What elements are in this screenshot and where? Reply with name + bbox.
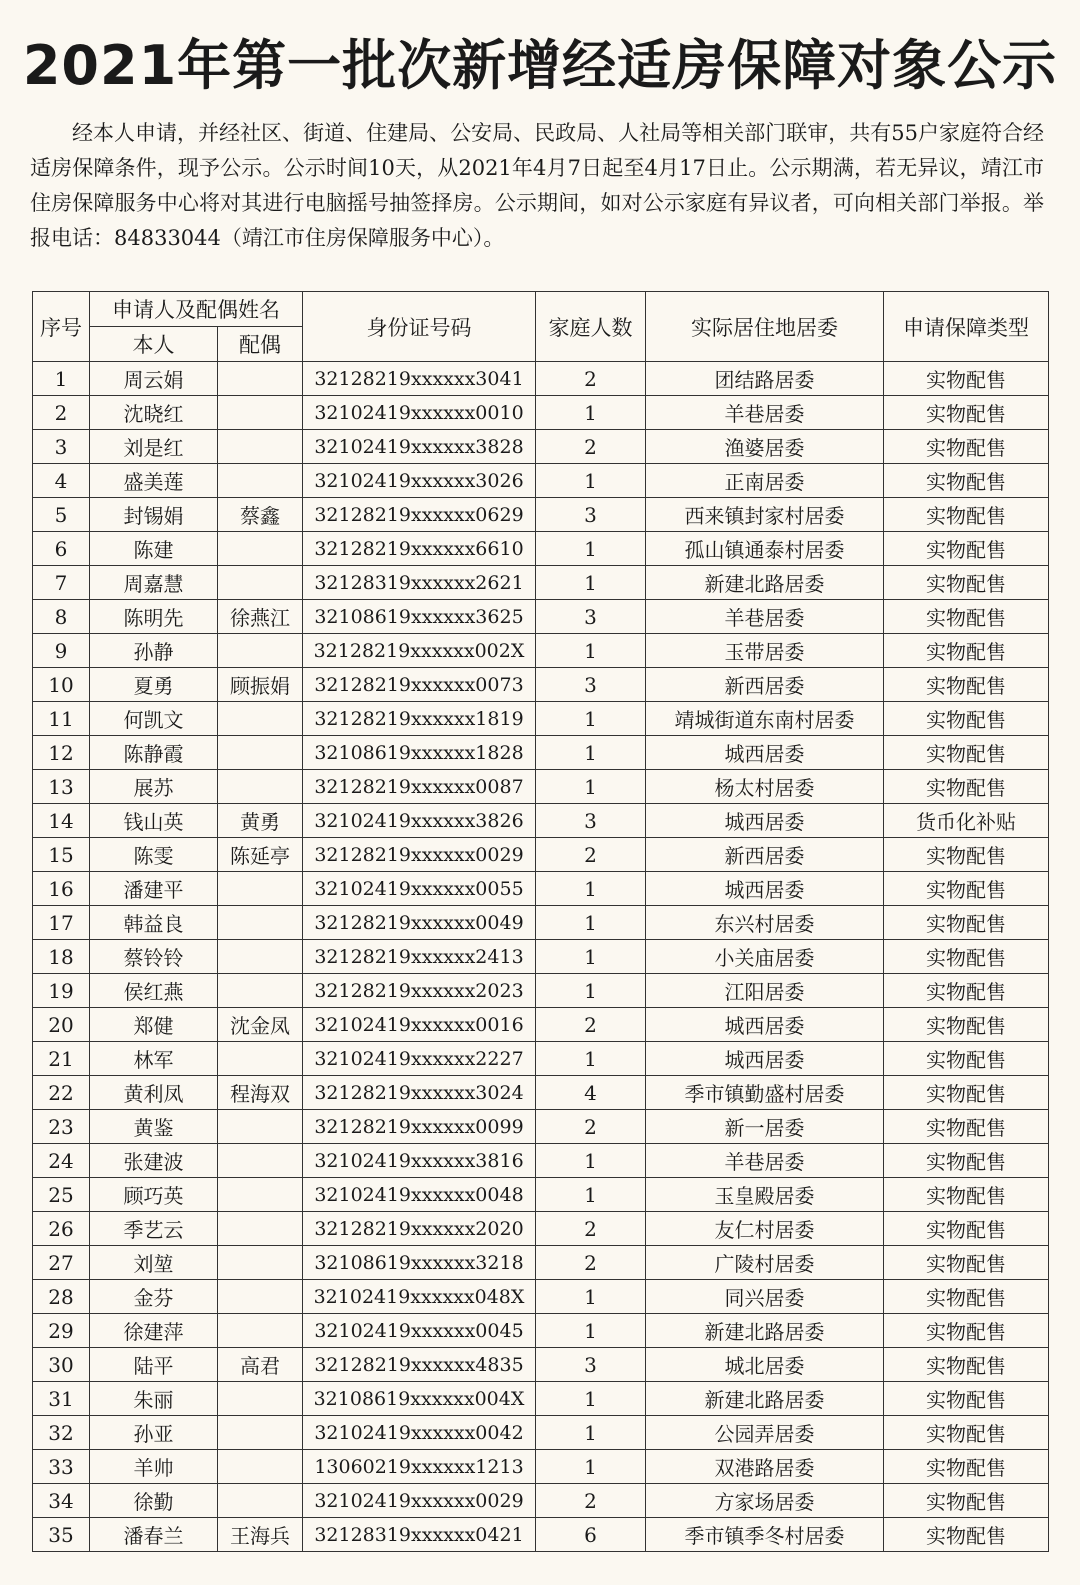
cell-guarantee-type: 实物配售	[884, 1076, 1049, 1110]
cell-family-size: 2	[536, 430, 646, 464]
cell-family-size: 1	[536, 1144, 646, 1178]
cell-family-size: 1	[536, 464, 646, 498]
cell-seq: 12	[33, 736, 90, 770]
cell-self: 蔡铃铃	[90, 940, 218, 974]
cell-spouse	[218, 1280, 303, 1314]
table-row	[33, 668, 1049, 702]
cell-spouse	[218, 906, 303, 940]
table-row	[33, 1212, 1049, 1246]
cell-guarantee-type: 实物配售	[884, 1144, 1049, 1178]
cell-family-size: 2	[536, 362, 646, 396]
table-row	[33, 1280, 1049, 1314]
cell-family-size: 1	[536, 770, 646, 804]
header-spouse: 配偶	[218, 327, 303, 362]
cell-family-size: 1	[536, 1178, 646, 1212]
cell-spouse	[218, 396, 303, 430]
cell-seq: 27	[33, 1246, 90, 1280]
cell-seq: 1	[33, 362, 90, 396]
cell-family-size: 1	[536, 1280, 646, 1314]
table-header	[33, 292, 1049, 362]
cell-family-size: 1	[536, 702, 646, 736]
cell-family-size: 2	[536, 1212, 646, 1246]
cell-spouse	[218, 1246, 303, 1280]
cell-self: 韩益良	[90, 906, 218, 940]
cell-id-number: 32128219xxxxxx3041	[303, 362, 536, 396]
cell-seq: 9	[33, 634, 90, 668]
cell-seq: 7	[33, 566, 90, 600]
cell-self: 何凯文	[90, 702, 218, 736]
cell-residence: 友仁村居委	[646, 1212, 884, 1246]
table-row	[33, 1076, 1049, 1110]
cell-self: 展苏	[90, 770, 218, 804]
cell-seq: 18	[33, 940, 90, 974]
cell-family-size: 1	[536, 872, 646, 906]
cell-id-number: 32128219xxxxxx2023	[303, 974, 536, 1008]
cell-spouse	[218, 1042, 303, 1076]
cell-residence: 渔婆居委	[646, 430, 884, 464]
cell-id-number: 32128219xxxxxx002X	[303, 634, 536, 668]
cell-spouse: 黄勇	[218, 804, 303, 838]
table-row	[33, 430, 1049, 464]
header-self: 本人	[90, 327, 218, 362]
cell-family-size: 1	[536, 1416, 646, 1450]
table-row	[33, 940, 1049, 974]
table-row	[33, 634, 1049, 668]
cell-seq: 28	[33, 1280, 90, 1314]
cell-guarantee-type: 实物配售	[884, 1280, 1049, 1314]
cell-guarantee-type: 实物配售	[884, 1110, 1049, 1144]
cell-id-number: 32128319xxxxxx2621	[303, 566, 536, 600]
cell-seq: 19	[33, 974, 90, 1008]
cell-spouse: 沈金凤	[218, 1008, 303, 1042]
cell-guarantee-type: 实物配售	[884, 464, 1049, 498]
cell-self: 封锡娟	[90, 498, 218, 532]
cell-family-size: 4	[536, 1076, 646, 1110]
table-row	[33, 702, 1049, 736]
cell-residence: 城西居委	[646, 736, 884, 770]
cell-spouse	[218, 1110, 303, 1144]
cell-guarantee-type: 实物配售	[884, 872, 1049, 906]
cell-family-size: 1	[536, 940, 646, 974]
cell-family-size: 2	[536, 1246, 646, 1280]
cell-self: 季艺云	[90, 1212, 218, 1246]
cell-id-number: 32102419xxxxxx0045	[303, 1314, 536, 1348]
cell-self: 张建波	[90, 1144, 218, 1178]
cell-seq: 8	[33, 600, 90, 634]
cell-residence: 季市镇勤盛村居委	[646, 1076, 884, 1110]
cell-guarantee-type: 实物配售	[884, 1246, 1049, 1280]
cell-seq: 16	[33, 872, 90, 906]
cell-spouse: 高君	[218, 1348, 303, 1382]
cell-self: 刘堃	[90, 1246, 218, 1280]
cell-residence: 新建北路居委	[646, 566, 884, 600]
cell-self: 周云娟	[90, 362, 218, 396]
cell-self: 潘建平	[90, 872, 218, 906]
cell-residence: 羊巷居委	[646, 396, 884, 430]
cell-residence: 小关庙居委	[646, 940, 884, 974]
cell-guarantee-type: 实物配售	[884, 498, 1049, 532]
table-row	[33, 1178, 1049, 1212]
cell-residence: 靖城街道东南村居委	[646, 702, 884, 736]
cell-id-number: 32102419xxxxxx0010	[303, 396, 536, 430]
cell-guarantee-type: 实物配售	[884, 1042, 1049, 1076]
cell-seq: 33	[33, 1450, 90, 1484]
table-row	[33, 974, 1049, 1008]
cell-spouse	[218, 1144, 303, 1178]
cell-id-number: 32108619xxxxxx004X	[303, 1382, 536, 1416]
cell-guarantee-type: 实物配售	[884, 634, 1049, 668]
cell-id-number: 32128219xxxxxx4835	[303, 1348, 536, 1382]
cell-seq: 34	[33, 1484, 90, 1518]
cell-id-number: 32102419xxxxxx3026	[303, 464, 536, 498]
cell-residence: 城北居委	[646, 1348, 884, 1382]
cell-family-size: 1	[536, 634, 646, 668]
cell-spouse	[218, 1314, 303, 1348]
cell-id-number: 32128219xxxxxx6610	[303, 532, 536, 566]
cell-residence: 城西居委	[646, 872, 884, 906]
cell-spouse: 蔡鑫	[218, 498, 303, 532]
cell-guarantee-type: 实物配售	[884, 1348, 1049, 1382]
cell-self: 沈晓红	[90, 396, 218, 430]
table-row	[33, 804, 1049, 838]
cell-seq: 23	[33, 1110, 90, 1144]
cell-spouse	[218, 702, 303, 736]
cell-spouse	[218, 1450, 303, 1484]
cell-guarantee-type: 实物配售	[884, 702, 1049, 736]
table-row	[33, 1008, 1049, 1042]
cell-self: 周嘉慧	[90, 566, 218, 600]
cell-residence: 西来镇封家村居委	[646, 498, 884, 532]
cell-guarantee-type: 实物配售	[884, 1178, 1049, 1212]
cell-residence: 新建北路居委	[646, 1382, 884, 1416]
cell-residence: 东兴村居委	[646, 906, 884, 940]
cell-residence: 正南居委	[646, 464, 884, 498]
cell-id-number: 32128219xxxxxx1819	[303, 702, 536, 736]
cell-guarantee-type: 实物配售	[884, 1450, 1049, 1484]
table-row	[33, 1348, 1049, 1382]
table-row	[33, 1110, 1049, 1144]
cell-spouse: 陈延亭	[218, 838, 303, 872]
cell-family-size: 1	[536, 1450, 646, 1484]
cell-guarantee-type: 实物配售	[884, 770, 1049, 804]
cell-id-number: 32128219xxxxxx0049	[303, 906, 536, 940]
cell-residence: 城西居委	[646, 1042, 884, 1076]
cell-seq: 30	[33, 1348, 90, 1382]
cell-spouse: 王海兵	[218, 1518, 303, 1552]
cell-seq: 22	[33, 1076, 90, 1110]
intro-paragraph: 经本人申请，并经社区、街道、住建局、公安局、民政局、人社局等相关部门联审，共有55户家庭符合经适房保障条件，现予公示。公示时间10天，从2021年4月7日起至4月17日止。公示期满，若无异议，靖江市住房保障服务中心将对其进行电脑摇号抽签择房。公示期间，如对公示家庭有异议者，可向相关部门举报。举报电话：84833044（靖江市住房保障服务中心）。	[30, 121, 1044, 250]
cell-seq: 5	[33, 498, 90, 532]
cell-id-number: 32102419xxxxxx048X	[303, 1280, 536, 1314]
table-row	[33, 362, 1049, 396]
cell-spouse	[218, 634, 303, 668]
cell-spouse	[218, 464, 303, 498]
table-row	[33, 566, 1049, 600]
cell-self: 侯红燕	[90, 974, 218, 1008]
cell-id-number: 32108619xxxxxx3625	[303, 600, 536, 634]
cell-spouse	[218, 532, 303, 566]
cell-residence: 城西居委	[646, 1008, 884, 1042]
table-row	[33, 532, 1049, 566]
cell-spouse	[218, 566, 303, 600]
cell-id-number: 32108619xxxxxx3218	[303, 1246, 536, 1280]
cell-seq: 3	[33, 430, 90, 464]
cell-self: 孙静	[90, 634, 218, 668]
cell-seq: 2	[33, 396, 90, 430]
cell-id-number: 13060219xxxxxx1213	[303, 1450, 536, 1484]
cell-family-size: 2	[536, 1110, 646, 1144]
cell-seq: 20	[33, 1008, 90, 1042]
table-row	[33, 464, 1049, 498]
cell-seq: 25	[33, 1178, 90, 1212]
cell-seq: 4	[33, 464, 90, 498]
cell-family-size: 1	[536, 1314, 646, 1348]
cell-id-number: 32102419xxxxxx3816	[303, 1144, 536, 1178]
cell-spouse	[218, 1212, 303, 1246]
cell-self: 林军	[90, 1042, 218, 1076]
cell-family-size: 1	[536, 1382, 646, 1416]
cell-id-number: 32128219xxxxxx2020	[303, 1212, 536, 1246]
cell-self: 黄鉴	[90, 1110, 218, 1144]
cell-spouse: 徐燕江	[218, 600, 303, 634]
cell-self: 金芬	[90, 1280, 218, 1314]
table-row	[33, 1042, 1049, 1076]
table-row	[33, 1246, 1049, 1280]
cell-spouse	[218, 770, 303, 804]
cell-id-number: 32102419xxxxxx0048	[303, 1178, 536, 1212]
cell-guarantee-type: 货币化补贴	[884, 804, 1049, 838]
cell-guarantee-type: 实物配售	[884, 532, 1049, 566]
table-row	[33, 1382, 1049, 1416]
cell-seq: 11	[33, 702, 90, 736]
cell-family-size: 1	[536, 396, 646, 430]
cell-family-size: 3	[536, 498, 646, 532]
cell-id-number: 32108619xxxxxx1828	[303, 736, 536, 770]
cell-family-size: 3	[536, 668, 646, 702]
cell-residence: 双港路居委	[646, 1450, 884, 1484]
cell-family-size: 1	[536, 1042, 646, 1076]
table-row	[33, 1518, 1049, 1552]
cell-self: 徐勤	[90, 1484, 218, 1518]
cell-spouse: 顾振娟	[218, 668, 303, 702]
cell-guarantee-type: 实物配售	[884, 362, 1049, 396]
cell-family-size: 2	[536, 838, 646, 872]
cell-seq: 15	[33, 838, 90, 872]
cell-self: 朱丽	[90, 1382, 218, 1416]
cell-id-number: 32102419xxxxxx0016	[303, 1008, 536, 1042]
cell-id-number: 32128219xxxxxx3024	[303, 1076, 536, 1110]
cell-guarantee-type: 实物配售	[884, 668, 1049, 702]
cell-id-number: 32102419xxxxxx3826	[303, 804, 536, 838]
table-row	[33, 1450, 1049, 1484]
cell-family-size: 3	[536, 804, 646, 838]
cell-family-size: 6	[536, 1518, 646, 1552]
table-row	[33, 396, 1049, 430]
cell-residence: 广陵村居委	[646, 1246, 884, 1280]
cell-family-size: 1	[536, 906, 646, 940]
cell-seq: 10	[33, 668, 90, 702]
cell-id-number: 32102419xxxxxx3828	[303, 430, 536, 464]
cell-self: 钱山英	[90, 804, 218, 838]
cell-family-size: 2	[536, 1008, 646, 1042]
cell-guarantee-type: 实物配售	[884, 1518, 1049, 1552]
table-row	[33, 1144, 1049, 1178]
cell-id-number: 32102419xxxxxx0029	[303, 1484, 536, 1518]
cell-family-size: 1	[536, 974, 646, 1008]
cell-guarantee-type: 实物配售	[884, 1484, 1049, 1518]
cell-spouse	[218, 974, 303, 1008]
cell-id-number: 32128219xxxxxx0099	[303, 1110, 536, 1144]
cell-self: 刘是红	[90, 430, 218, 464]
cell-self: 陈雯	[90, 838, 218, 872]
cell-guarantee-type: 实物配售	[884, 600, 1049, 634]
cell-family-size: 1	[536, 736, 646, 770]
header-seq: 序号	[33, 292, 90, 362]
cell-id-number: 32128219xxxxxx0629	[303, 498, 536, 532]
cell-seq: 14	[33, 804, 90, 838]
cell-seq: 24	[33, 1144, 90, 1178]
cell-residence: 孤山镇通泰村居委	[646, 532, 884, 566]
cell-residence: 新一居委	[646, 1110, 884, 1144]
header-residence: 实际居住地居委	[646, 292, 884, 362]
cell-residence: 羊巷居委	[646, 600, 884, 634]
cell-self: 夏勇	[90, 668, 218, 702]
cell-seq: 17	[33, 906, 90, 940]
cell-guarantee-type: 实物配售	[884, 396, 1049, 430]
cell-spouse	[218, 1484, 303, 1518]
cell-family-size: 2	[536, 1484, 646, 1518]
cell-id-number: 32128319xxxxxx0421	[303, 1518, 536, 1552]
cell-residence: 玉带居委	[646, 634, 884, 668]
cell-seq: 13	[33, 770, 90, 804]
table-row	[33, 1416, 1049, 1450]
cell-residence: 江阳居委	[646, 974, 884, 1008]
table-row	[33, 600, 1049, 634]
table-row	[33, 736, 1049, 770]
cell-residence: 玉皇殿居委	[646, 1178, 884, 1212]
cell-residence: 杨太村居委	[646, 770, 884, 804]
table-body	[33, 362, 1049, 1552]
cell-self: 潘春兰	[90, 1518, 218, 1552]
page-title: 2021年第一批次新增经适房保障对象公示	[22, 34, 1058, 97]
cell-self: 陈静霞	[90, 736, 218, 770]
cell-guarantee-type: 实物配售	[884, 430, 1049, 464]
cell-id-number: 32102419xxxxxx0055	[303, 872, 536, 906]
table-row	[33, 498, 1049, 532]
cell-seq: 32	[33, 1416, 90, 1450]
cell-residence: 新建北路居委	[646, 1314, 884, 1348]
cell-id-number: 32102419xxxxxx0042	[303, 1416, 536, 1450]
cell-spouse	[218, 872, 303, 906]
cell-residence: 新西居委	[646, 838, 884, 872]
cell-spouse	[218, 1178, 303, 1212]
cell-spouse	[218, 430, 303, 464]
cell-residence: 同兴居委	[646, 1280, 884, 1314]
cell-spouse: 程海双	[218, 1076, 303, 1110]
cell-residence: 公园弄居委	[646, 1416, 884, 1450]
cell-spouse	[218, 1416, 303, 1450]
cell-residence: 团结路居委	[646, 362, 884, 396]
cell-residence: 方家场居委	[646, 1484, 884, 1518]
cell-id-number: 32102419xxxxxx2227	[303, 1042, 536, 1076]
cell-residence: 城西居委	[646, 804, 884, 838]
cell-spouse	[218, 940, 303, 974]
cell-guarantee-type: 实物配售	[884, 940, 1049, 974]
cell-seq: 31	[33, 1382, 90, 1416]
cell-seq: 35	[33, 1518, 90, 1552]
cell-id-number: 32128219xxxxxx2413	[303, 940, 536, 974]
cell-guarantee-type: 实物配售	[884, 906, 1049, 940]
cell-guarantee-type: 实物配售	[884, 974, 1049, 1008]
table-row	[33, 770, 1049, 804]
header-type: 申请保障类型	[884, 292, 1049, 362]
cell-self: 陈明先	[90, 600, 218, 634]
cell-id-number: 32128219xxxxxx0073	[303, 668, 536, 702]
table-row	[33, 872, 1049, 906]
cell-self: 孙亚	[90, 1416, 218, 1450]
cell-guarantee-type: 实物配售	[884, 1382, 1049, 1416]
cell-guarantee-type: 实物配售	[884, 1416, 1049, 1450]
cell-residence: 季市镇季冬村居委	[646, 1518, 884, 1552]
header-names: 申请人及配偶姓名	[90, 292, 303, 327]
cell-guarantee-type: 实物配售	[884, 838, 1049, 872]
applicant-table	[32, 291, 1049, 1552]
table-row	[33, 838, 1049, 872]
table-row	[33, 906, 1049, 940]
cell-family-size: 1	[536, 532, 646, 566]
cell-spouse	[218, 1382, 303, 1416]
cell-guarantee-type: 实物配售	[884, 566, 1049, 600]
cell-id-number: 32128219xxxxxx0029	[303, 838, 536, 872]
cell-spouse	[218, 362, 303, 396]
cell-guarantee-type: 实物配售	[884, 736, 1049, 770]
cell-family-size: 3	[536, 1348, 646, 1382]
cell-family-size: 1	[536, 566, 646, 600]
header-family: 家庭人数	[536, 292, 646, 362]
cell-seq: 21	[33, 1042, 90, 1076]
cell-self: 郑健	[90, 1008, 218, 1042]
cell-guarantee-type: 实物配售	[884, 1212, 1049, 1246]
cell-residence: 羊巷居委	[646, 1144, 884, 1178]
cell-guarantee-type: 实物配售	[884, 1008, 1049, 1042]
cell-id-number: 32128219xxxxxx0087	[303, 770, 536, 804]
cell-spouse	[218, 736, 303, 770]
cell-residence: 新西居委	[646, 668, 884, 702]
cell-self: 陆平	[90, 1348, 218, 1382]
cell-self: 徐建萍	[90, 1314, 218, 1348]
table-row	[33, 1314, 1049, 1348]
cell-seq: 29	[33, 1314, 90, 1348]
header-id: 身份证号码	[303, 292, 536, 362]
cell-seq: 6	[33, 532, 90, 566]
cell-self: 陈建	[90, 532, 218, 566]
cell-self: 黄利凤	[90, 1076, 218, 1110]
cell-family-size: 3	[536, 600, 646, 634]
table-row	[33, 1484, 1049, 1518]
cell-self: 盛美莲	[90, 464, 218, 498]
cell-self: 羊帅	[90, 1450, 218, 1484]
cell-guarantee-type: 实物配售	[884, 1314, 1049, 1348]
cell-self: 顾巧英	[90, 1178, 218, 1212]
cell-seq: 26	[33, 1212, 90, 1246]
